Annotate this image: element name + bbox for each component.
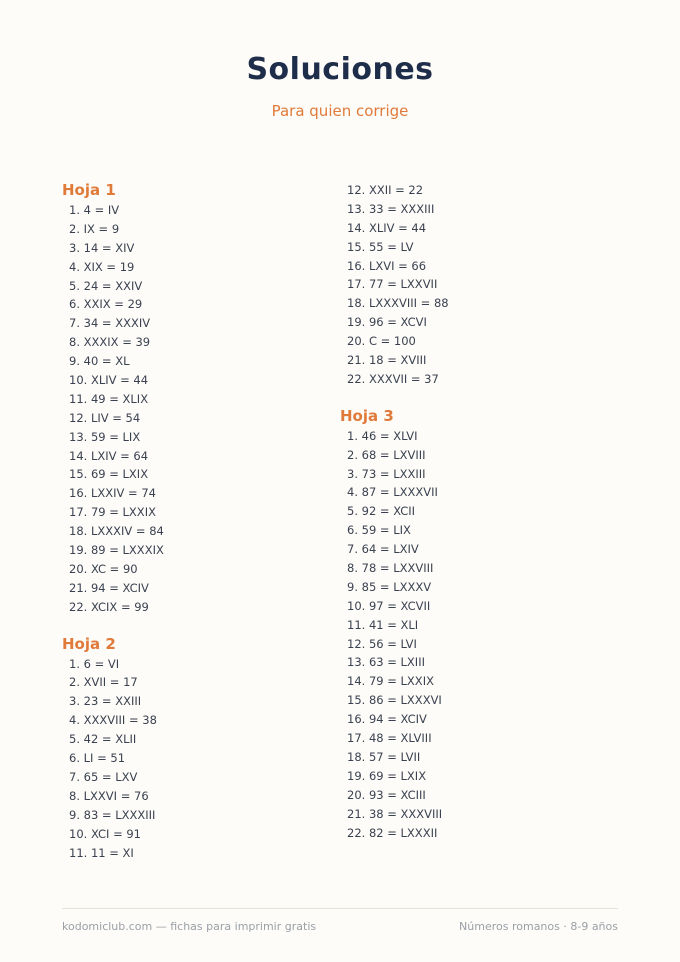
solution-item: 10. XLIV = 44 xyxy=(69,373,149,388)
solution-item: 21. 38 = XXXVIII xyxy=(347,806,443,821)
section-list-hoja-2-continued xyxy=(340,181,610,389)
solution-item: 18. 57 = LVII xyxy=(347,749,421,764)
solution-item: 15. 55 = LV xyxy=(347,239,414,254)
solution-item: 16. LXXIV = 74 xyxy=(69,486,156,501)
solution-item: 19. 69 = LXIX xyxy=(347,768,427,783)
solution-item: 13. 59 = LIX xyxy=(69,429,141,444)
section-title-hoja-3: Hoja 3 xyxy=(340,406,394,425)
solution-item: 12. LIV = 54 xyxy=(69,410,141,425)
footer-site-text: kodomiclub.com — fichas para imprimir gratis xyxy=(62,920,317,933)
solution-item: 8. 78 = LXXVIII xyxy=(347,561,434,576)
solution-item: 17. 77 = LXXVII xyxy=(347,277,438,292)
solution-item: 7. 34 = XXXIV xyxy=(69,316,151,331)
section-list-hoja-1 xyxy=(62,201,332,617)
solution-item: 5. 24 = XXIV xyxy=(69,278,143,293)
solution-item: 4. 87 = LXXXVII xyxy=(347,485,438,500)
solution-item: 4. XXXVIII = 38 xyxy=(69,713,157,728)
solution-item: 13. 33 = XXXIII xyxy=(347,201,435,216)
solution-item: 13. 63 = LXIII xyxy=(347,655,425,670)
footer-divider xyxy=(62,908,618,909)
solution-item: 10. 97 = XCVII xyxy=(347,598,431,613)
solution-item: 2. XVII = 17 xyxy=(69,675,138,690)
solution-item: 19. 89 = LXXXIX xyxy=(69,543,164,558)
solution-item: 20. 93 = XCIII xyxy=(347,787,426,802)
solution-item: 9. 40 = XL xyxy=(69,354,130,369)
solution-item: 1. 46 = XLVI xyxy=(347,428,418,443)
solution-item: 2. 68 = LXVIII xyxy=(347,447,426,462)
page-title: Soluciones xyxy=(246,52,434,87)
footer-topic-text: Números romanos · 8-9 años xyxy=(459,920,618,933)
solution-item: 8. LXXVI = 76 xyxy=(69,788,149,803)
solution-item: 2. IX = 9 xyxy=(69,221,120,236)
solution-item: 4. XIX = 19 xyxy=(69,259,135,274)
solution-item: 21. 18 = XVIII xyxy=(347,353,427,368)
solution-item: 21. 94 = XCIV xyxy=(69,580,149,595)
solution-item: 7. 65 = LXV xyxy=(69,769,138,784)
solution-item: 11. 49 = XLIX xyxy=(69,391,149,406)
solution-item: 19. 96 = XCVI xyxy=(347,315,427,330)
solution-item: 18. LXXXVIII = 88 xyxy=(347,296,449,311)
solution-item: 22. 82 = LXXXII xyxy=(347,825,438,840)
solution-item: 22. XXXVII = 37 xyxy=(347,371,439,386)
solution-item: 16. 94 = XCIV xyxy=(347,712,427,727)
solution-item: 11. 11 = XI xyxy=(69,845,134,860)
page-subtitle: Para quien corrige xyxy=(271,102,409,120)
solution-item: 9. 83 = LXXXIII xyxy=(69,807,156,822)
solution-item: 1. 4 = IV xyxy=(69,203,120,217)
solution-item: 3. 73 = LXXIII xyxy=(347,466,426,481)
solution-item: 14. LXIV = 64 xyxy=(69,448,149,463)
solution-item: 14. 79 = LXXIX xyxy=(347,674,434,689)
solution-item: 1. 6 = VI xyxy=(69,656,120,671)
solution-item: 6. XXIX = 29 xyxy=(69,297,143,312)
solution-item: 14. XLIV = 44 xyxy=(347,220,427,235)
solution-item: 5. 42 = XLII xyxy=(69,732,137,747)
solution-item: 22. XCIX = 99 xyxy=(69,599,149,614)
solution-item: 15. 69 = LXIX xyxy=(69,467,149,482)
section-list-hoja-3 xyxy=(340,427,610,843)
solution-item: 16. LXVI = 66 xyxy=(347,258,427,273)
solution-item: 17. 79 = LXXIX xyxy=(69,505,156,520)
solution-item: 9. 85 = LXXXV xyxy=(347,579,432,594)
section-list-hoja-2 xyxy=(62,655,332,863)
solution-item: 20. XC = 90 xyxy=(69,561,138,576)
solution-item: 3. 23 = XXIII xyxy=(69,694,142,709)
solution-item: 8. XXXIX = 39 xyxy=(69,335,151,350)
solution-item: 3. 14 = XIV xyxy=(69,240,135,255)
solution-item: 12. 56 = LVI xyxy=(347,636,417,651)
solution-item: 15. 86 = LXXXVI xyxy=(347,693,442,708)
solution-item: 11. 41 = XLI xyxy=(347,617,419,632)
left-column xyxy=(62,181,332,862)
solution-item: 6. LI = 51 xyxy=(69,751,126,766)
solution-item: 20. C = 100 xyxy=(347,334,416,349)
solution-item: 5. 92 = XCII xyxy=(347,504,416,519)
section-title-hoja-1: Hoja 1 xyxy=(62,181,116,199)
solution-item: 7. 64 = LXIV xyxy=(347,542,419,557)
solution-item: 17. 48 = XLVIII xyxy=(347,731,432,746)
solution-item: 6. 59 = LIX xyxy=(347,523,411,538)
right-column xyxy=(340,181,610,842)
solution-item: 18. LXXXIV = 84 xyxy=(69,524,164,539)
solution-item: 12. XXII = 22 xyxy=(347,183,424,197)
section-title-hoja-2: Hoja 2 xyxy=(62,634,116,653)
solution-item: 10. XCI = 91 xyxy=(69,826,141,841)
